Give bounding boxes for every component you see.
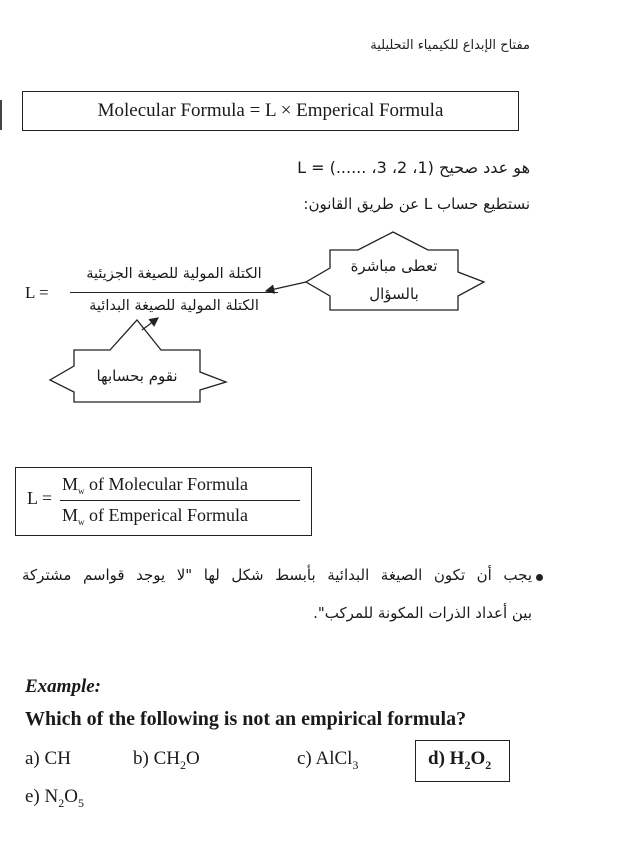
option-d-answer: d) $H_2O_2$ [428,748,492,772]
fraction-numerator: الكتلة المولية للصيغة الجزيئية [86,266,262,282]
mw-numerator: $M_w$ of Molecular Formula [62,474,248,496]
right-callout-line2: بالسؤال [369,285,419,303]
page-header: مفتاح الإبداع للكيمياء التحليلية [370,38,530,53]
option-a: a) CH [25,748,71,769]
left-callout-line1: نقوم بحسابها [96,367,178,385]
left-callout-text [74,362,200,390]
mw-l-label: L = [27,488,52,508]
option-e: e) $N_2O_5$ [25,786,84,810]
fraction-l-label: L = [25,283,49,302]
fraction-denominator: الكتلة المولية للصيغة البدائية [89,298,259,314]
option-c: c) AlCl$_3$ [297,748,359,772]
mw-denominator: $M_w$ of Emperical Formula [62,505,248,527]
bullet-line-1: يجب أن تكون الصيغة البدائية بأبسط شكل لها "لا يوجد قواسم مشتركة [22,566,532,584]
arrow-calc [142,318,158,330]
right-callout-line1: تعطى مباشرة [350,257,438,275]
law-intro: نستطيع حساب L عن طريق القانون: [303,195,530,213]
bullet-line-2: بين أعداد الذرات المكونة للمركب". [313,604,532,622]
example-label: Example: [25,676,101,697]
option-b: b) $CH_2O$ [133,748,200,772]
l-definition: L = هو عدد صحيح (1، 2، 3، ......) [297,158,530,177]
bullet-icon [536,574,543,581]
arrow-given [266,282,306,291]
formula-text: Molecular Formula = L × Emperical Formula [97,100,444,121]
example-question: Which of the following is not an empirical formula? [25,708,467,730]
right-callout-text [330,252,458,308]
mw-fraction-line [60,500,300,501]
